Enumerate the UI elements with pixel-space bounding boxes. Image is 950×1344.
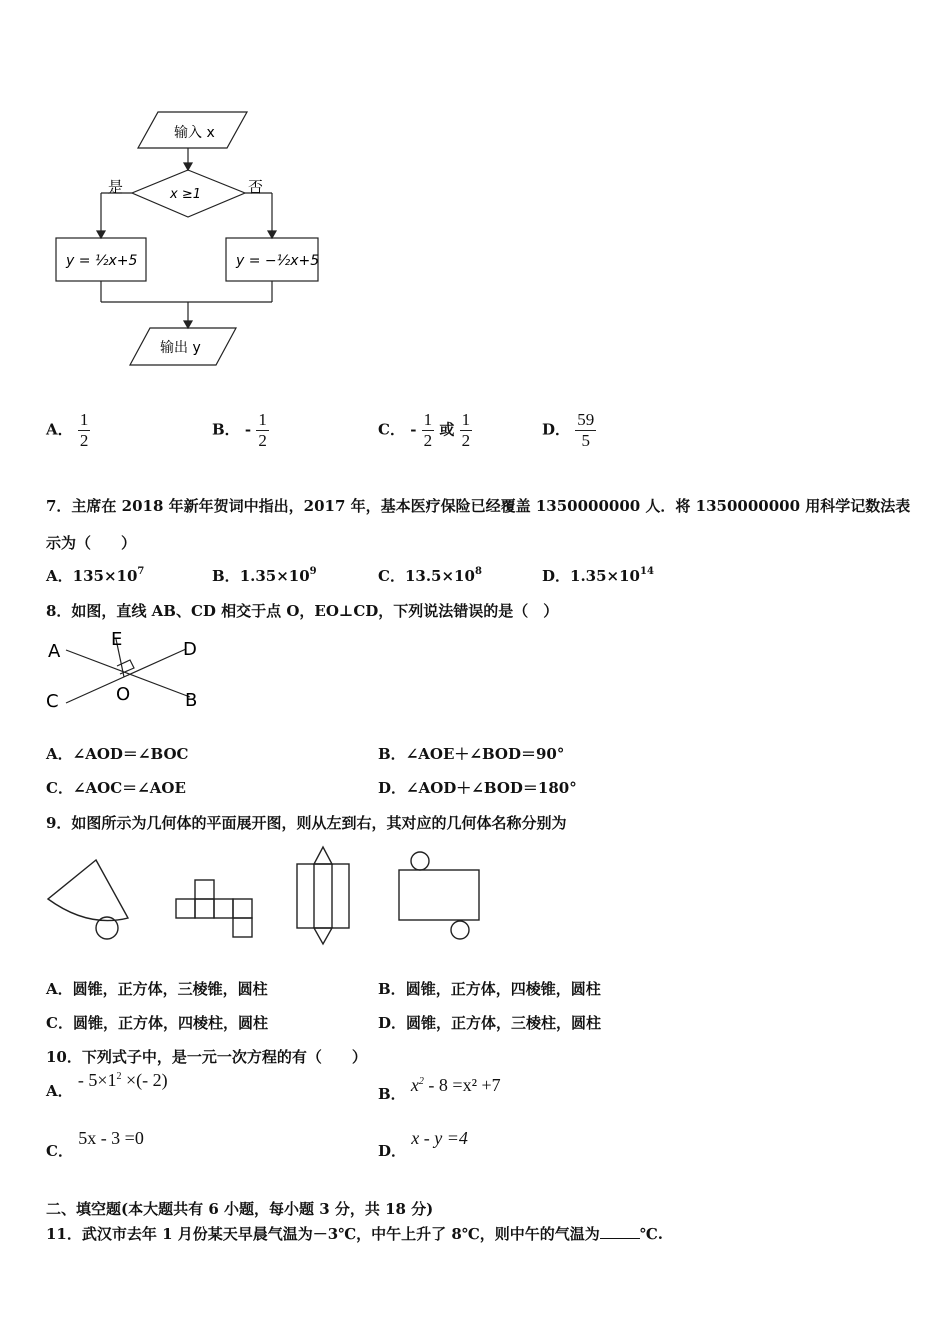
- label-b: B: [185, 690, 198, 711]
- q6-option-d: D． $\frac{59}{5}$: [542, 410, 595, 450]
- q9-nets-figure: [40, 842, 500, 947]
- q6-option-c: C． - $\frac{1}{2}$ 或 $\frac{1}{2}$: [378, 410, 471, 450]
- q7-option-d: D．$1.35\times 10^{14}$: [542, 566, 654, 585]
- q8-figure: [40, 625, 220, 715]
- q9-option-c: C．圆锥，正方体，四棱柱，圆柱: [46, 1014, 268, 1032]
- q10-option-b: B． $x^2 - 8 =x^2 +7$: [378, 1075, 501, 1103]
- q10-option-c: C． 5x - 3 =0: [46, 1128, 144, 1160]
- q8-option-a: A．∠AOD＝∠BOC: [46, 745, 189, 763]
- yes-label: 是: [108, 178, 124, 196]
- output-label: 输出 y: [160, 340, 201, 356]
- q7-option-b: B．$1.35\times 10^9$: [212, 566, 317, 585]
- q6-option-a: A． $\frac{1}{2}$: [46, 410, 89, 450]
- label-a: A: [48, 641, 61, 662]
- label-o: O: [116, 684, 131, 705]
- fraction: $\frac{1}{2}$: [423, 410, 433, 450]
- answer-blank[interactable]: [600, 1226, 640, 1239]
- q7-stem-line2: 示为（ ）: [46, 534, 137, 552]
- q8-option-c: C．∠AOC＝∠AOE: [46, 779, 186, 797]
- label-e: E: [111, 629, 123, 650]
- q11: 11．武汉市去年 1 月份某天早晨气温为－3℃，中午上升了 8℃，则中午的气温为 ℃.: [46, 1225, 664, 1243]
- q9-option-a: A．圆锥，正方体，三棱锥，圆柱: [46, 980, 268, 998]
- label-d: D: [183, 639, 197, 660]
- q9-option-b: B．圆锥，正方体，四棱锥，圆柱: [378, 980, 601, 998]
- fraction: $\frac{59}{5}$: [577, 410, 595, 450]
- q8-option-b: B．∠AOE＋∠BOD＝90°: [378, 745, 565, 763]
- fraction: $\frac{1}{2}$: [258, 410, 267, 450]
- input-label: 输入 x: [174, 125, 215, 141]
- label-c: C: [46, 691, 59, 712]
- q7-stem-line1: 7．主席在 2018 年新年贺词中指出，2017 年，基本医疗保险已经覆盖 1350000000 人．将 1350000000 用科学记数法表: [46, 497, 911, 515]
- q10-stem: 10．下列式子中，是一元一次方程的有（ ）: [46, 1048, 367, 1066]
- no-label: 否: [248, 178, 264, 196]
- cone-sector: [48, 860, 128, 921]
- flowchart: [40, 100, 340, 380]
- left-formula: y = ½x+5: [66, 253, 138, 269]
- q10-option-d: D． x - y =4: [378, 1128, 468, 1160]
- q7-option-a: A．$135\times 10^7$: [46, 566, 145, 585]
- q7-option-c: C．$13.5\times 10^8$: [378, 566, 482, 585]
- right-formula: y = −½x+5: [236, 253, 320, 269]
- q9-stem: 9．如图所示为几何体的平面展开图，则从左到右，其对应的几何体名称分别为: [46, 814, 567, 832]
- q6-option-b: B． - $\frac{1}{2}$: [212, 410, 267, 450]
- condition-label: x ≥1: [170, 187, 201, 202]
- section-2-title: 二、填空题(本大题共有 6 小题，每小题 3 分，共 18 分): [46, 1200, 434, 1218]
- q8-stem: 8．如图，直线 AB、CD 相交于点 O，EO⊥CD，下列说法错误的是（ ）: [46, 602, 559, 620]
- q8-option-d: D．∠AOD＋∠BOD＝180°: [378, 779, 577, 797]
- fraction: $\frac{1}{2}$: [79, 410, 89, 450]
- fraction: $\frac{1}{2}$: [461, 410, 471, 450]
- q10-option-a: A． - $5\times 1^2$ ×(- 2): [46, 1070, 168, 1100]
- q9-option-d: D．圆锥，正方体，三棱柱，圆柱: [378, 1014, 602, 1032]
